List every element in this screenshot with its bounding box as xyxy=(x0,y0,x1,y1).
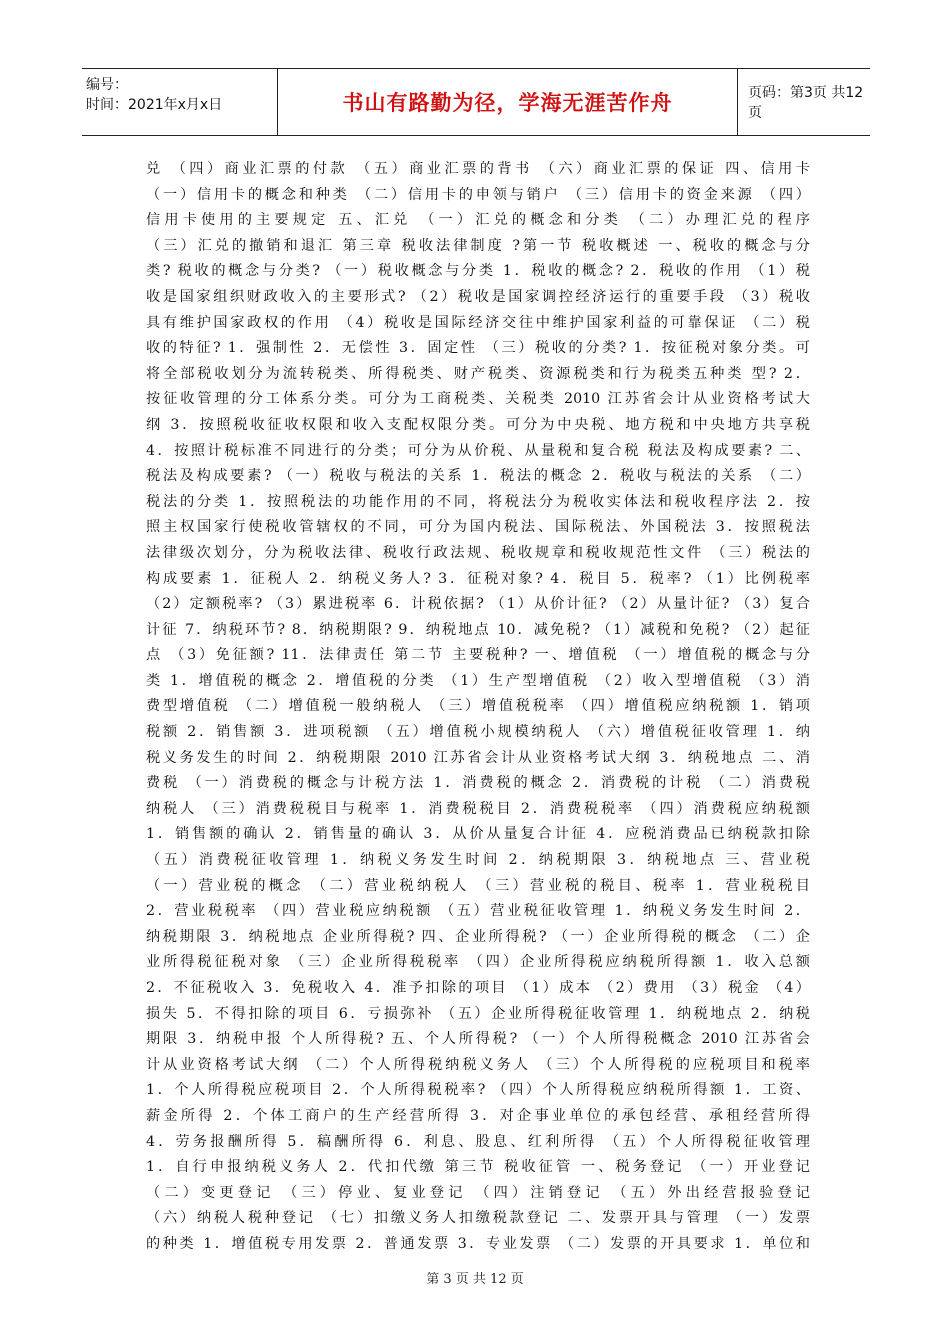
body-text-line: 兑 （四）商业汇票的付款 （五）商业汇票的背书 （六）商业汇票的保证 四、信用卡 xyxy=(146,161,810,177)
body-text-line: 2．营业税税率 （四）营业税应纳税额 （五）营业税征收管理 1．纳税义务发生时间 2． xyxy=(146,903,810,920)
header-motto: 书山有路勤为径，学海无涯苦作舟 xyxy=(278,69,738,135)
body-text-line: 1．销售额的确认 2．销售量的确认 3．从价从量复合计征 4．应税消费品已纳税款扣除 xyxy=(146,826,810,843)
page-footer: 第 3 页 共 12 页 xyxy=(426,1272,524,1287)
body-text-line: （二）变更登记 （三）停业、复业登记 （四）注销登记 （五）外出经营报验登记 xyxy=(146,1184,810,1201)
document-number-label: 编号： xyxy=(86,77,128,93)
body-text-line: 期限 3．纳税申报 个人所得税? 五、个人所得税? （一）个人所得税概念 2010 江苏省会 xyxy=(146,1031,810,1048)
body-text-line: 纲 3．按照税收征收权限和收入支配权限分类。可分为中央税、地方税和中央地方共享税 xyxy=(146,416,810,433)
body-text-line: 按征收管理的分工体系分类。可分为工商税类、关税类 2010 江苏省会计从业资格考试大 xyxy=(146,391,810,408)
body-text-line: 费税 （一）消费税的概念与计税方法 1．消费税的概念 2．消费税的计税 （二）消费税 xyxy=(146,775,810,792)
body-text-line: 信用卡使用的主要规定 五、汇兑 （一）汇兑的概念和分类 （二）办理汇兑的程序 xyxy=(146,212,810,229)
body-text-line: 4．按照计税标准不同进行的分类；可分为从价税、从量税和复合税 税法及构成要素? 二、 xyxy=(146,442,810,459)
body-text-line: 的种类 1．增值税专用发票 2．普通发票 3．专业发票 （二）发票的开具要求 1．单位和 xyxy=(146,1235,810,1252)
body-text-line: 纳税期限 3．纳税地点 企业所得税? 四、企业所得税? （一）企业所得税的概念 （二）企 xyxy=(146,928,810,945)
body-text-line: 构成要素 1．征税人 2．纳税义务人? 3．征税对象? 4．税目 5．税率? （1）比例税率 xyxy=(146,570,810,587)
body-text-line: 损失 5．不得扣除的项目 6．亏损弥补 （五）企业所得税征收管理 1．纳税地点 2．纳税 xyxy=(146,1005,810,1022)
body-text-line: 费型增值税 （二）增值税一般纳税人 （三）增值税税率 （四）增值税应纳税额 1．销项 xyxy=(146,698,810,715)
body-text-line: （2）定额税率? （3）累进税率 6．计税依据? （1）从价计征? （2）从量计征? （3）复合 xyxy=(146,596,810,613)
body-text-line: 1．个人所得税应税项目 2．个人所得税税率? （四）个人所得税应纳税所得额 1．工资、 xyxy=(146,1082,810,1099)
body-text-line: 类 1．增值税的概念 2．增值税的分类 （1）生产型增值税 （2）收入型增值税 （3）消 xyxy=(146,672,810,689)
body-text-line: 税法及构成要素? （一）税收与税法的关系 1．税法的概念 2．税收与税法的关系 （二） xyxy=(146,468,810,485)
body-text-line: （五）消费税征收管理 1．纳税义务发生时间 2．纳税期限 3．纳税地点 三、营业税 xyxy=(146,852,810,869)
document-body xyxy=(146,157,810,1258)
header-page-info: 页码：第3页 共12页 xyxy=(748,85,864,121)
body-text-line: 点 （3）免征额? 11．法律责任 第二节 主要税种? 一、增值税 （一）增值税的概念与分 xyxy=(146,647,810,664)
body-text-line: 税法的分类 1．按照税法的功能作用的不同，将税法分为税收实体法和税收程序法 2．按 xyxy=(146,493,810,510)
body-text-line: 薪金所得 2．个体工商户的生产经营所得 3．对企事业单位的承包经营、承租经营所得 xyxy=(146,1107,810,1124)
body-text-line: 4．劳务报酬所得 5．稿酬所得 6．利息、股息、红利所得 （五）个人所得税征收管理 xyxy=(146,1133,810,1150)
body-text-line: 具有维护国家政权的作用 （4）税收是国际经济交往中维护国家利益的可靠保证 （二）税 xyxy=(146,314,810,331)
document-time-label: 时间：2021年x月x日 xyxy=(86,97,223,113)
page-header xyxy=(82,68,870,136)
header-meta xyxy=(82,69,278,135)
body-text-line: 税义务发生的时间 2．纳税期限 2010 江苏省会计从业资格考试大纲 3．纳税地点 二、消 xyxy=(146,749,810,766)
body-text-line: （一）营业税的概念 （二）营业税纳税人 （三）营业税的税目、税率 1．营业税税目 xyxy=(146,877,810,894)
body-text-line: 收是国家组织财政收入的主要形式? （2）税收是国家调控经济运行的重要手段 （3）税收 xyxy=(146,288,810,305)
body-text-line: 收的特征? 1．强制性 2．无偿性 3．固定性 （三）税收的分类? 1．按征税对象分类。可 xyxy=(146,340,810,357)
body-text-line: （三）汇兑的撤销和退汇 第三章 税收法律制度 ?第一节 税收概述 一、税收的概念与分 xyxy=(146,237,810,254)
body-text-line: 法律级次划分，分为税收法律、税收行政法规、税收规章和税收规范性文件 （三）税法的 xyxy=(146,544,810,561)
body-text-line: 2．不征税收入 3．免税收入 4．准予扣除的项目 （1）成本 （2）费用 （3）税金 （4） xyxy=(146,980,810,996)
body-text-line: （六）纳税人税种登记 （七）扣缴义务人扣缴税款登记 二、发票开具与管理 （一）发票 xyxy=(146,1210,810,1227)
body-text-line: 类? 税收的概念与分类? （一）税收概念与分类 1．税收的概念? 2．税收的作用 （1）税 xyxy=(146,263,810,280)
body-text-line: 税额 2．销售额 3．进项税额 （五）增值税小规模纳税人 （六）增值税征收管理 1．纳 xyxy=(146,724,810,741)
body-text-line: 计征 7．纳税环节? 8．纳税期限? 9．纳税地点 10．减免税? （1）减税和免税? （2）起征 xyxy=(146,621,810,638)
body-text-line: 1．自行申报纳税义务人 2．代扣代缴 第三节 税收征管 一、税务登记 （一）开业登记 xyxy=(146,1159,810,1176)
body-text-line: 纳税人 （三）消费税税目与税率 1．消费税税目 2．消费税税率 （四）消费税应纳税额 xyxy=(146,800,810,817)
body-text-line: 将全部税收划分为流转税类、所得税类、财产税类、资源税类和行为税类五种类 型? 2． xyxy=(146,365,810,382)
body-text-line: （一）信用卡的概念和种类 （二）信用卡的申领与销户 （三）信用卡的资金来源 （四） xyxy=(146,186,810,203)
body-text-line: 计从业资格考试大纲 （二）个人所得税纳税义务人 （三）个人所得税的应税项目和税率 xyxy=(146,1056,810,1073)
body-text-line: 照主权国家行使税收管辖权的不同，可分为国内税法、国际税法、外国税法 3．按照税法 xyxy=(146,519,810,536)
body-text-line: 业所得税征税对象 （三）企业所得税税率 （四）企业所得税应纳税所得额 1．收入总额 xyxy=(146,954,810,971)
